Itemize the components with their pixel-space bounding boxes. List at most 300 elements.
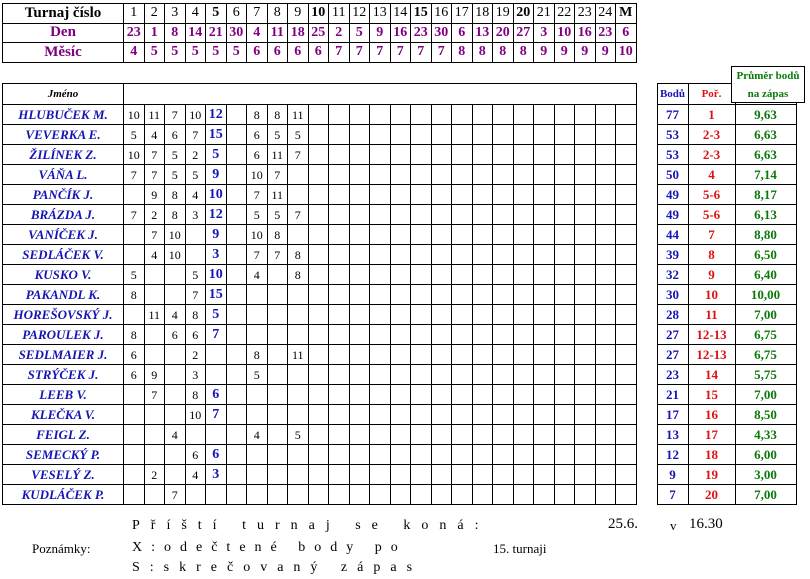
score-cell [452,185,473,205]
next-tournament-date: 25.6. [608,516,638,532]
score-cell [493,305,514,325]
score-cell [124,465,145,485]
score-cell [349,365,370,385]
player-points: 50 [657,165,688,185]
score-cell: 5 [165,145,186,165]
score-cell [595,385,616,405]
score-cell [513,225,534,245]
score-cell: 6 [165,125,186,145]
header-blank-cell [616,84,637,105]
player-row [3,145,797,165]
turnaj-cell: 21 [534,4,555,24]
header-blank-cell [144,84,165,105]
header-blank-cell [124,84,145,105]
score-cell: 8 [165,205,186,225]
day-row [3,23,637,43]
player-rank: 5-6 [688,185,735,205]
score-cell: 11 [144,305,165,325]
score-cell [472,145,493,165]
mesic-cell: 7 [411,43,432,63]
score-cell: 4 [144,245,165,265]
score-cell [616,165,637,185]
score-cell: 4 [185,185,206,205]
average-column-header [731,66,805,103]
score-cell [534,225,555,245]
player-average: 7,00 [735,385,796,405]
score-cell [534,205,555,225]
column-gap [636,425,657,445]
score-cell [288,365,309,385]
score-cell [493,145,514,165]
score-cell [329,305,350,325]
score-cell: 5 [247,365,268,385]
score-cell [226,385,247,405]
score-cell [329,185,350,205]
column-gap [636,125,657,145]
column-gap [636,245,657,265]
player-row [3,165,797,185]
mesic-cell: 8 [472,43,493,63]
score-cell [288,465,309,485]
score-cell [472,405,493,425]
player-name: HLUBUČEK M. [3,105,124,125]
score-cell [390,345,411,365]
score-cell: 11 [288,105,309,125]
score-cell [370,425,391,445]
player-row [3,365,797,385]
score-cell [513,445,534,465]
score-cell: 4 [185,465,206,485]
score-cell [534,385,555,405]
score-cell [329,365,350,385]
score-cell [431,365,452,385]
score-cell [267,365,288,385]
score-cell [288,405,309,425]
player-average: 6,40 [735,265,796,285]
mesic-cell: 7 [349,43,370,63]
score-cell [370,165,391,185]
score-cell [308,145,329,165]
score-cell: 7 [288,145,309,165]
score-cell [472,285,493,305]
player-average: 7,14 [735,165,796,185]
turnaj-cell: 5 [206,4,227,24]
score-cell [575,445,596,465]
score-cell: 7 [144,385,165,405]
score-cell [616,345,637,365]
score-cell [554,345,575,365]
score-cell [452,445,473,465]
score-cell [226,125,247,145]
score-cell [288,225,309,245]
score-cell [595,145,616,165]
score-cell [575,245,596,265]
turnaj-cell: M [616,4,637,24]
player-name: STRÝČEK J. [3,365,124,385]
turnaj-cell: 10 [308,4,329,24]
score-cell [124,405,145,425]
turnaj-cell: 22 [554,4,575,24]
score-cell: 4 [165,305,186,325]
score-cell [390,425,411,445]
player-rank: 20 [688,485,735,505]
score-cell [411,485,432,505]
player-average: 4,33 [735,425,796,445]
score-cell [575,485,596,505]
score-cell [165,445,186,465]
score-cell [595,345,616,365]
score-cell: 2 [144,465,165,485]
turnaj-cell: 11 [329,4,350,24]
score-cell [349,245,370,265]
header-blank-cell [185,84,206,105]
score-cell [575,185,596,205]
score-cell [308,445,329,465]
score-cell: 11 [288,345,309,365]
mesic-cell: 6 [247,43,268,63]
score-cell [431,465,452,485]
score-cell [349,125,370,145]
rank-column-header: Poř. [688,84,735,105]
header-blank-cell [595,84,616,105]
score-cell [411,365,432,385]
score-cell [308,285,329,305]
den-cell: 3 [534,23,555,43]
score-cell [411,305,432,325]
score-cell [144,485,165,505]
turnaj-cell: 24 [595,4,616,24]
score-cell [124,385,145,405]
score-cell [370,185,391,205]
score-cell: 12 [206,105,227,125]
score-cell: 9 [206,225,227,245]
score-cell: 4 [247,265,268,285]
score-cell [411,165,432,185]
player-points: 28 [657,305,688,325]
score-cell: 8 [124,325,145,345]
score-cell [616,305,637,325]
player-rank: 5-6 [688,205,735,225]
score-cell [554,185,575,205]
score-cell [534,485,555,505]
header-blank-cell [534,84,555,105]
score-cell [226,405,247,425]
score-cell [390,405,411,425]
score-cell: 10 [165,225,186,245]
score-cell [308,405,329,425]
month-label: Měsíc [3,43,124,63]
score-cell [493,165,514,185]
score-cell [144,325,165,345]
score-cell [595,245,616,265]
score-cell [411,285,432,305]
column-gap [636,145,657,165]
score-cell [595,225,616,245]
score-cell [431,145,452,165]
header-blank-cell [206,84,227,105]
score-cell [144,265,165,285]
score-cell [472,485,493,505]
header-blank-cell [493,84,514,105]
column-gap [636,205,657,225]
header-blank-cell [554,84,575,105]
score-cell [144,405,165,425]
next-tournament-time: 16.30 [689,516,723,532]
score-cell [267,325,288,345]
score-cell [411,185,432,205]
score-cell [411,425,432,445]
player-average: 6,13 [735,205,796,225]
note-s: S:skrečovaný zápas [132,560,423,575]
player-average: 8,80 [735,225,796,245]
score-cell [226,145,247,165]
score-cell [534,165,555,185]
score-cell [349,345,370,365]
player-row [3,405,797,425]
mesic-cell: 8 [452,43,473,63]
score-cell [165,345,186,365]
score-cell [575,385,596,405]
score-cell [349,465,370,485]
score-cell [390,365,411,385]
column-gap [636,225,657,245]
player-rank: 15 [688,385,735,405]
score-cell [226,365,247,385]
score-cell [534,405,555,425]
score-cell [247,325,268,345]
score-cell [472,225,493,245]
tournament-header-table [2,3,637,63]
den-cell: 6 [616,23,637,43]
score-cell [370,305,391,325]
player-row [3,385,797,405]
score-cell [493,185,514,205]
score-cell [575,345,596,365]
month-row [3,43,637,63]
score-cell [226,205,247,225]
score-cell: 7 [206,405,227,425]
points-column-header: Bodů [657,84,688,105]
player-points: 53 [657,125,688,145]
score-cell [431,185,452,205]
score-cell: 8 [247,345,268,365]
score-cell [267,305,288,325]
player-points: 27 [657,325,688,345]
score-cell [554,165,575,185]
score-cell: 5 [206,145,227,165]
score-cell [370,445,391,465]
score-cell [267,445,288,465]
score-cell [513,385,534,405]
score-cell [452,425,473,445]
score-cell [349,265,370,285]
player-name: HOREŠOVSKÝ J. [3,305,124,325]
score-cell: 15 [206,285,227,305]
column-gap [636,345,657,365]
score-cell: 9 [206,165,227,185]
score-cell: 9 [144,185,165,205]
score-cell [329,205,350,225]
turnaj-cell: 17 [452,4,473,24]
score-cell [493,485,514,505]
score-cell [124,445,145,465]
score-cell [165,465,186,485]
score-cell: 5 [165,165,186,185]
score-cell [370,265,391,285]
score-cell [595,205,616,225]
notes-label: Poznámky: [32,541,91,556]
score-cell [534,245,555,265]
score-cell [575,205,596,225]
score-cell [349,105,370,125]
header-blank-cell [411,84,432,105]
score-cell [329,325,350,345]
header-blank-cell [513,84,534,105]
score-cell: 7 [144,165,165,185]
score-cell [431,105,452,125]
score-cell [349,385,370,405]
score-cell [288,305,309,325]
player-points: 7 [657,485,688,505]
score-cell [226,485,247,505]
score-cell: 7 [206,325,227,345]
score-cell [247,305,268,325]
player-rank: 19 [688,465,735,485]
score-cell [226,285,247,305]
score-cell [452,405,473,425]
score-cell [472,165,493,185]
player-name: KUDLÁČEK P. [3,485,124,505]
tournament-number-row [3,4,637,24]
score-cell [554,285,575,305]
score-cell [226,165,247,185]
score-cell [411,205,432,225]
mesic-cell: 9 [534,43,555,63]
score-cell [185,485,206,505]
score-cell: 10 [247,225,268,245]
score-cell [554,385,575,405]
score-cell: 5 [124,125,145,145]
score-cell [390,145,411,165]
score-cell [472,125,493,145]
score-cell [124,305,145,325]
score-cell [452,105,473,125]
score-cell [411,465,432,485]
score-cell: 11 [144,105,165,125]
score-cell [472,245,493,265]
mesic-cell: 8 [493,43,514,63]
score-cell [513,205,534,225]
score-cell [226,325,247,345]
score-cell [165,285,186,305]
score-cell [329,405,350,425]
score-cell: 6 [206,385,227,405]
score-cell [534,465,555,485]
score-cell [452,125,473,145]
standings-table [2,83,797,505]
score-cell: 7 [267,245,288,265]
column-gap [636,445,657,465]
score-cell [513,325,534,345]
header-blank-cell [390,84,411,105]
score-cell [616,325,637,345]
score-cell [308,245,329,265]
player-name: ŽILÍNEK Z. [3,145,124,165]
score-cell [329,425,350,445]
column-gap [636,84,657,105]
player-points: 49 [657,205,688,225]
score-cell [390,285,411,305]
player-points: 30 [657,285,688,305]
score-cell [595,405,616,425]
score-cell [185,225,206,245]
score-cell [472,365,493,385]
score-cell [493,245,514,265]
score-cell: 10 [124,145,145,165]
score-cell: 10 [206,265,227,285]
score-cell [411,105,432,125]
score-cell: 15 [206,125,227,145]
score-cell [124,245,145,265]
player-name: VANÍČEK J. [3,225,124,245]
score-cell [452,305,473,325]
score-cell [308,325,329,345]
score-cell [329,485,350,505]
score-cell [534,325,555,345]
score-cell [267,345,288,365]
score-cell [349,285,370,305]
den-cell: 8 [165,23,186,43]
score-cell [554,425,575,445]
score-cell [370,385,391,405]
player-average: 6,00 [735,445,796,465]
score-cell [349,425,370,445]
player-rank: 14 [688,365,735,385]
score-cell [329,225,350,245]
player-average: 3,00 [735,465,796,485]
score-cell [493,405,514,425]
den-cell: 30 [431,23,452,43]
player-rank: 2-3 [688,145,735,165]
player-points: 44 [657,225,688,245]
score-cell [308,265,329,285]
score-cell: 9 [144,365,165,385]
score-cell [575,405,596,425]
score-cell: 5 [267,205,288,225]
score-cell [493,385,514,405]
turnaj-cell: 3 [165,4,186,24]
score-cell [206,345,227,365]
score-cell [616,365,637,385]
score-cell [267,425,288,445]
score-cell [390,205,411,225]
player-row [3,205,797,225]
score-cell: 2 [144,205,165,225]
score-cell [349,305,370,325]
score-cell [493,285,514,305]
column-gap [636,285,657,305]
den-cell: 27 [513,23,534,43]
score-cell [595,285,616,305]
score-cell [431,345,452,365]
score-cell [349,485,370,505]
player-name: PAROULEK J. [3,325,124,345]
score-cell [390,165,411,185]
day-label: Den [3,23,124,43]
score-cell [267,265,288,285]
score-cell [329,125,350,145]
score-cell [431,285,452,305]
